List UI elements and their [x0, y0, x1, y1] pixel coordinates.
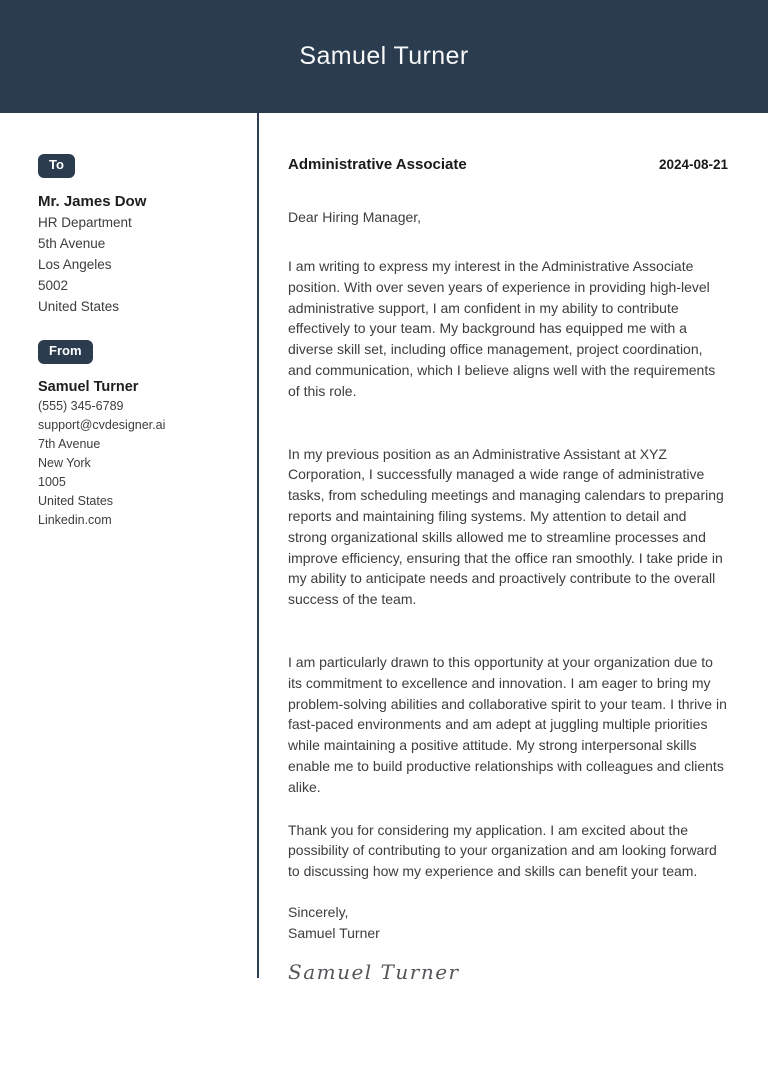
sender-name: Samuel Turner: [38, 378, 139, 395]
letter-date: 2024-08-21: [658, 157, 728, 172]
recipient-name: Mr. James Dow: [38, 192, 147, 210]
letter-header: [0, 0, 768, 113]
recipient-country: United States: [38, 298, 120, 314]
sender-phone: (555) 345-6789: [38, 398, 124, 413]
vertical-divider: [257, 113, 259, 978]
contact-sidebar: [0, 113, 257, 530]
paragraph-experience: In my previous position as an Administrative Assistant at XYZ Corporation, I successfully managed a wide range of administrative tasks, from scheduling meetings and managing calendars to preparing reports and maintaining filing systems. My attention to detail and strong organizational skills allowed me to streamline processes and improve efficiency, ensuring that the office ran smoothly. I take pride in my ability to anticipate needs and proactively contribute to the overall success of the team.: [288, 445, 724, 608]
sender-email: support@cvdesigner.ai: [38, 417, 166, 432]
sender-country: United States: [38, 493, 114, 508]
sender-city: New York: [38, 455, 91, 470]
sender-linkedin: Linkedin.com: [38, 512, 112, 527]
from-badge: From: [38, 340, 93, 364]
from-badge-wrap: [38, 340, 237, 364]
sender-postcode: 1005: [38, 474, 66, 489]
paragraph-motivation: I am particularly drawn to this opportunity at your organization due to its commitment to excellence and innovation. I am eager to bring my problem-solving abilities and collaborative spirit to your team. I thrive in fast-paced environments and am adept at juggling multiple priorities while maintaining a positive attitude. My strong interpersonal skills enable me to build productive relationships with colleagues and clients alike.: [288, 653, 727, 795]
handwritten-signature: Samuel Turner: [288, 959, 460, 984]
closing-name: Samuel Turner: [288, 925, 380, 942]
title-row: [288, 156, 728, 173]
letter-body: [0, 113, 768, 984]
recipient-street: 5th Avenue: [38, 235, 106, 251]
recipient-department: HR Department: [38, 214, 132, 230]
paragraph-thanks: Thank you for considering my application. I am excited about the possibility of contributing to your organization and am looking forward to discussing how my experience and skills can benefit your team.: [288, 821, 717, 880]
header-name: Samuel Turner: [299, 42, 469, 70]
paragraph-intro: I am writing to express my interest in the Administrative Associate position. With over seven years of experience in providing high-level administrative support, I am confident in my ability to contribute effectively to your team. My background has equipped me with a diverse skill set, including office management, project coordination, and communication, which I believe aligns well with the requirements of this role.: [288, 258, 716, 399]
job-title: Administrative Associate: [288, 156, 467, 173]
recipient-postcode: 5002: [38, 277, 69, 293]
recipient-city: Los Angeles: [38, 256, 112, 272]
closing-salutation: Sincerely,: [288, 903, 349, 920]
sender-street: 7th Avenue: [38, 436, 101, 451]
to-badge-wrap: [38, 154, 237, 178]
greeting: Dear Hiring Manager,: [288, 209, 422, 225]
letter-main: [257, 113, 768, 984]
to-badge: To: [38, 154, 75, 178]
